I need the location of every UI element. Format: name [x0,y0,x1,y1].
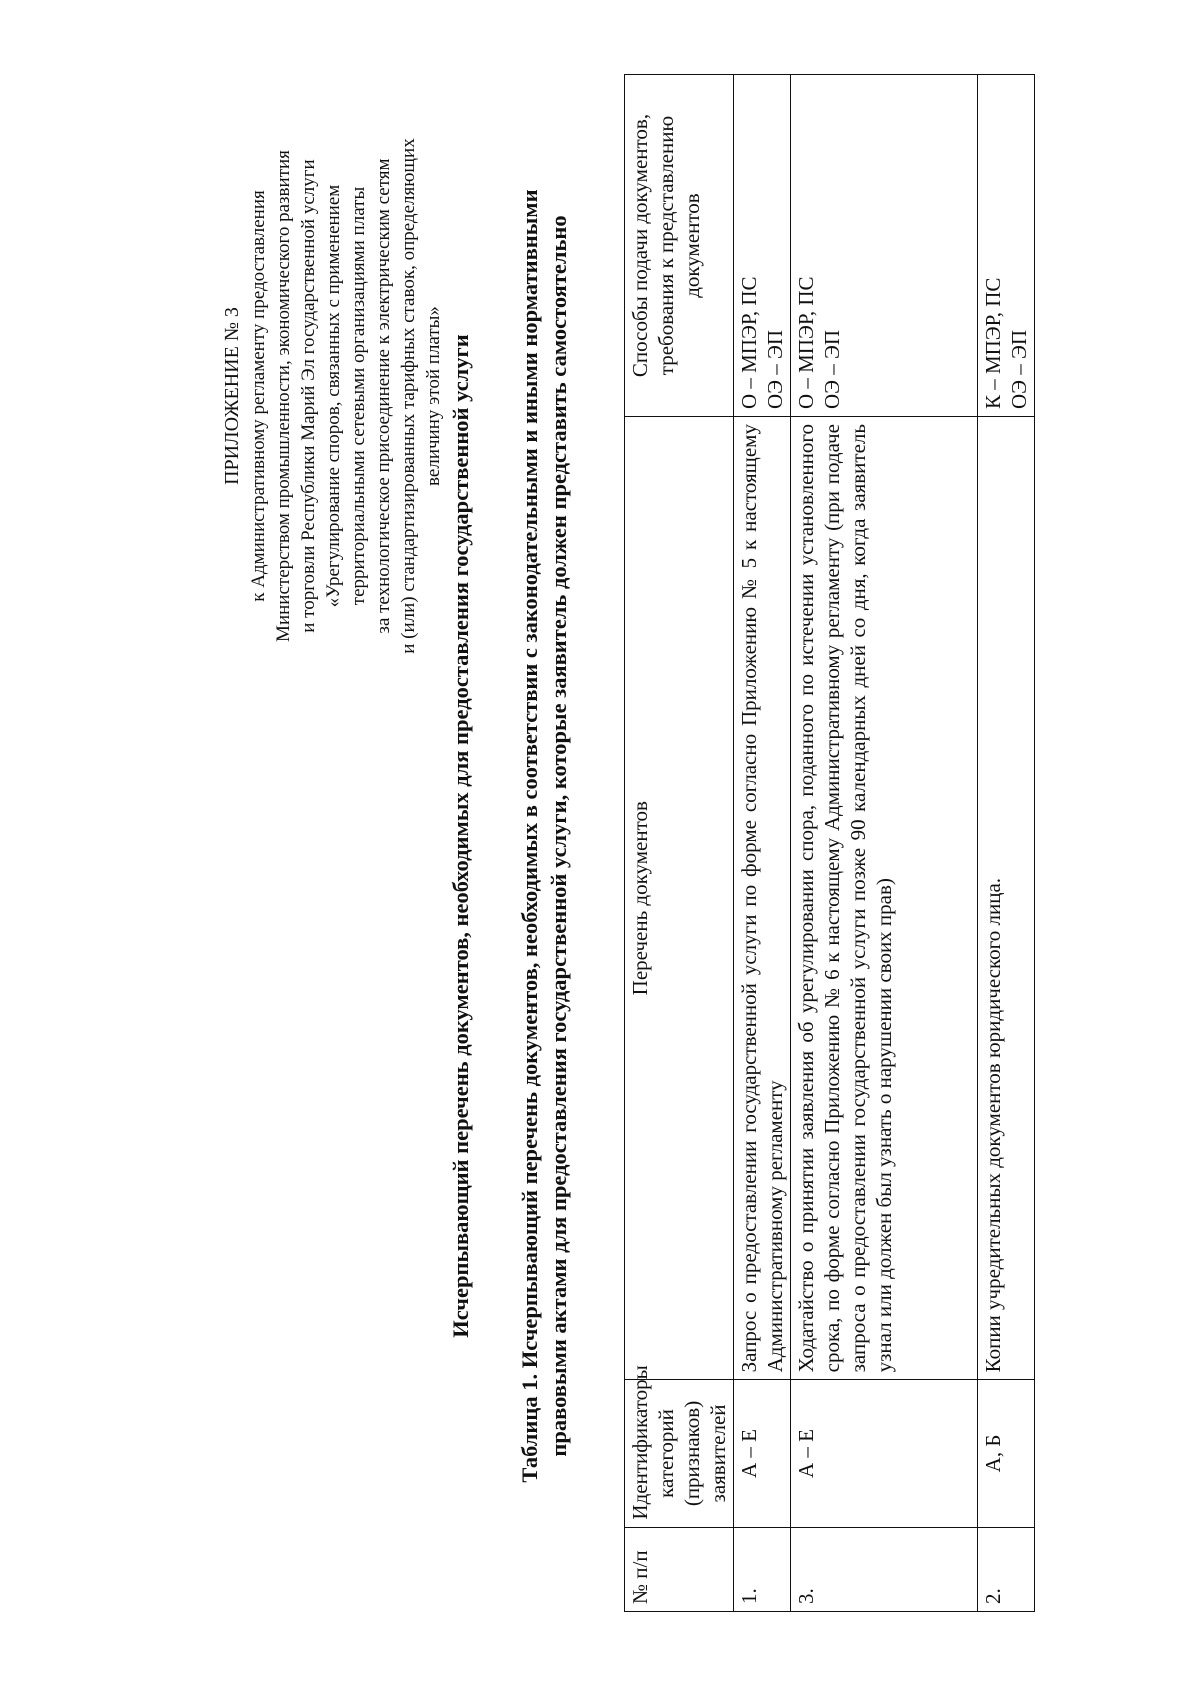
table-row [978,75,1035,1612]
appendix-block [220,96,446,696]
table-header-row [625,75,734,1612]
appendix-line: к Административному регламенту предоставления [248,190,269,602]
row-num: 3. [791,1527,978,1611]
appendix-line: за технологическое присоединение к электрическим сетям [373,158,394,634]
appendix-number: ПРИЛОЖЕНИЕ № 3 [221,307,243,485]
row-ids: А, Б [978,1380,1035,1527]
appendix-line: величину этой платы» [423,306,444,486]
header-ids: Идентификаторы категорий (признаков) заявителей [625,1380,734,1527]
way-line: О – МПЭР, ПС [794,276,818,410]
appendix-line: «Урегулирование споров, связанных с применением [323,184,344,608]
row-docs: Копии учредительных документов юридического лица. [978,417,1035,1380]
row-num: 2. [978,1527,1035,1611]
appendix-line: и (или) стандартизированных тарифных ставок, определяющих [398,138,419,654]
header-num: № п/п [625,1527,734,1611]
row-docs: Ходатайство о принятии заявления об урегулировании спора, поданного по истечении установленного срока, по форме согласно Приложению № 6 к настоящему Административному регламенту (при подаче запроса о предоставлении государственной услуги позже 90 календарных дней со дня, когда заявитель узнал или должен был узнать о нарушении своих прав) [791,417,978,1380]
row-ids: А – Е [734,1380,791,1527]
table-row [791,75,978,1612]
row-ways [734,75,791,417]
row-ways [791,75,978,417]
way-line: О – МПЭР, ПС [737,276,761,410]
header-docs: Перечень документов [625,417,734,1380]
table-title: Таблица 1. Исчерпывающий перечень документов, необходимых в соответствии с законодательными и иными нормативными правовыми актами для предоставления государственной услуги, которые заявитель должен представить самостоятельно [517,189,571,1483]
row-docs: Запрос о предоставлении государственной услуги по форме согласно Приложению № 5 к настоящему Административному регламенту [734,417,791,1380]
header-ways: Способы подачи документов, требования к представлению документов [625,75,734,417]
row-ways [978,75,1035,417]
way-line: ОЭ – ЭП [763,329,787,410]
appendix-line: территориальными сетевыми организациями платы [348,186,369,606]
appendix-line: Министерством промышленности, экономического развития [273,150,294,642]
way-line: ОЭ – ЭП [1007,329,1031,410]
table-row [734,75,791,1612]
page-heading: Исчерпывающий перечень документов, необходимых для предоставления государственной услуги [448,334,473,1338]
way-line: ОЭ – ЭП [820,329,844,410]
row-num: 1. [734,1527,791,1611]
row-ids: А – Е [791,1380,978,1527]
appendix-line: и торговли Республики Марий Эл государственной услуги [298,159,319,633]
way-line: К – МПЭР, ПС [981,277,1005,410]
documents-table [624,74,1035,1612]
